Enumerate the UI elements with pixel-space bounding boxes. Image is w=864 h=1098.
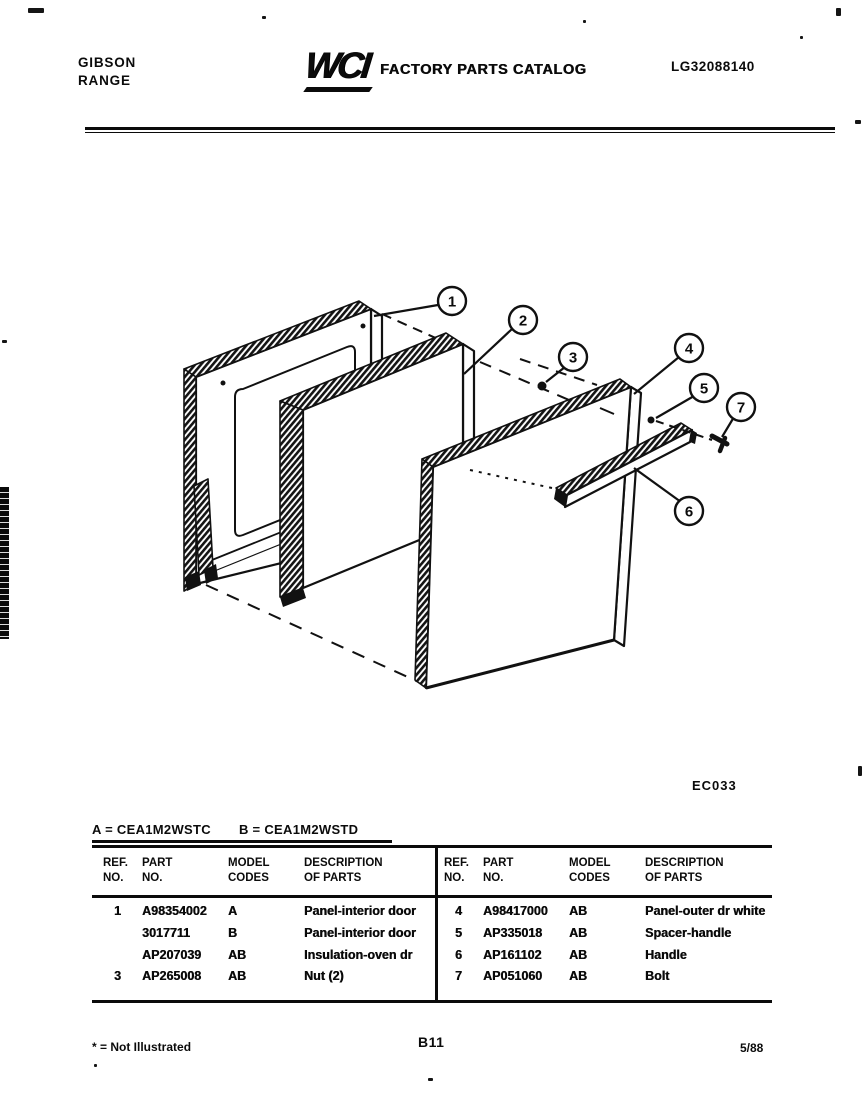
callout-3 <box>559 343 587 371</box>
models-legend <box>92 822 392 843</box>
part-no: AP051060 <box>483 969 543 984</box>
catalog-title: FACTORY PARTS CATALOG <box>380 62 587 78</box>
callout-6-leader <box>634 468 681 502</box>
not-illustrated-note: * = Not Illustrated <box>92 1040 192 1054</box>
part-description: Panel-interior door <box>304 904 416 918</box>
part-description: Bolt <box>645 969 670 984</box>
col-ref: REF. NO. <box>103 857 128 884</box>
table-row <box>444 969 769 991</box>
callout-1-leader <box>374 305 438 316</box>
callout-5 <box>690 374 718 402</box>
col-ref: REF. NO. <box>444 857 469 884</box>
figure-code: EC033 <box>692 778 737 793</box>
model-codes: AB <box>569 969 588 984</box>
parts-table-right <box>444 848 769 1000</box>
model-codes: AB <box>569 925 588 940</box>
callout-7-leader <box>722 417 734 437</box>
scan-speck <box>836 8 841 16</box>
table-body <box>103 904 433 991</box>
callout-5-leader <box>656 396 694 418</box>
table-row <box>103 948 433 970</box>
col-model: MODEL CODES <box>569 857 611 884</box>
ref-no: 3 <box>114 969 121 984</box>
ref-no: 6 <box>455 947 462 962</box>
brand-line1: GIBSON <box>78 55 137 70</box>
table-divider <box>435 848 438 1000</box>
ref-no: 1 <box>114 904 121 918</box>
model-codes: AB <box>569 947 588 962</box>
ref-no <box>103 948 142 970</box>
assembly-dash-bottom <box>206 585 423 684</box>
parts-table <box>92 845 772 1003</box>
part-description: Insulation-oven dr <box>304 947 413 962</box>
nut-part <box>538 382 547 391</box>
scan-speck <box>583 20 586 23</box>
ref-no: 7 <box>455 969 462 984</box>
callout-4 <box>675 334 703 362</box>
part-no: 3017711 <box>142 925 190 940</box>
part-no: A98354002 <box>142 904 207 918</box>
model-codes: B <box>228 925 238 940</box>
page-number: B11 <box>418 1034 445 1050</box>
callout-4-leader <box>634 357 679 394</box>
parts-table-left <box>103 848 433 1000</box>
ref-no <box>103 926 142 948</box>
callout-7 <box>727 393 755 421</box>
scan-speck <box>858 766 862 776</box>
callout-3-leader <box>546 367 565 382</box>
svg-text:5: 5 <box>699 380 709 398</box>
svg-text:7: 7 <box>736 399 746 417</box>
revision-date: 5/88 <box>740 1041 764 1055</box>
table-row <box>444 904 769 926</box>
part-no: AP207039 <box>142 947 202 962</box>
model-codes: AB <box>569 904 588 918</box>
part-description: Spacer-handle <box>645 925 732 940</box>
svg-text:2: 2 <box>518 312 528 330</box>
scan-speck <box>28 8 44 13</box>
scan-speck <box>262 16 266 19</box>
part-no: AP161102 <box>483 947 542 962</box>
svg-text:3: 3 <box>568 349 578 367</box>
col-part: PART NO. <box>483 857 514 884</box>
table-row <box>444 926 769 948</box>
callout-1 <box>438 287 466 315</box>
publication-number: LG32088140 <box>671 59 755 74</box>
model-b: B = CEA1M2WSTD <box>238 822 359 837</box>
table-row <box>103 969 433 991</box>
table-body <box>444 904 769 991</box>
part-no: AP335018 <box>483 925 543 940</box>
table-row <box>444 948 769 970</box>
scan-speck <box>428 1078 433 1081</box>
scan-speck <box>94 1064 97 1067</box>
table-row <box>103 926 433 948</box>
svg-text:1: 1 <box>447 293 457 311</box>
table-header <box>103 856 433 885</box>
table-header <box>444 856 769 885</box>
svg-text:6: 6 <box>684 503 694 521</box>
brand-line2: RANGE <box>78 73 131 88</box>
scan-speck <box>800 36 803 39</box>
model-a: A = CEA1M2WSTC <box>92 822 211 837</box>
col-desc: DESCRIPTION OF PARTS <box>645 857 724 884</box>
scan-speck <box>2 340 7 343</box>
screw-hole <box>361 324 366 329</box>
model-codes: AB <box>228 969 247 984</box>
screw-hole <box>221 381 226 386</box>
col-model: MODEL CODES <box>228 857 270 884</box>
bolt-part <box>712 436 727 451</box>
ref-no: 5 <box>455 925 462 940</box>
model-codes: A <box>228 904 238 918</box>
table-row <box>103 904 433 926</box>
part-description: Handle <box>645 947 687 962</box>
part-no: AP265008 <box>142 969 202 984</box>
col-part: PART NO. <box>142 857 173 884</box>
part-description: Nut (2) <box>304 969 344 984</box>
spacer-part <box>648 417 655 424</box>
part-description: Panel-interior door <box>304 925 416 940</box>
part-no: A98417000 <box>483 904 548 918</box>
model-codes: AB <box>228 947 247 962</box>
scan-speck <box>855 120 861 124</box>
ref-no: 4 <box>455 904 462 918</box>
wci-logo-text: WCI <box>302 45 371 86</box>
svg-text:4: 4 <box>684 340 694 358</box>
part-description: Panel-outer dr white <box>645 904 766 918</box>
col-desc: DESCRIPTION OF PARTS <box>304 857 383 884</box>
callout-2 <box>509 306 537 334</box>
callout-6 <box>675 497 703 525</box>
